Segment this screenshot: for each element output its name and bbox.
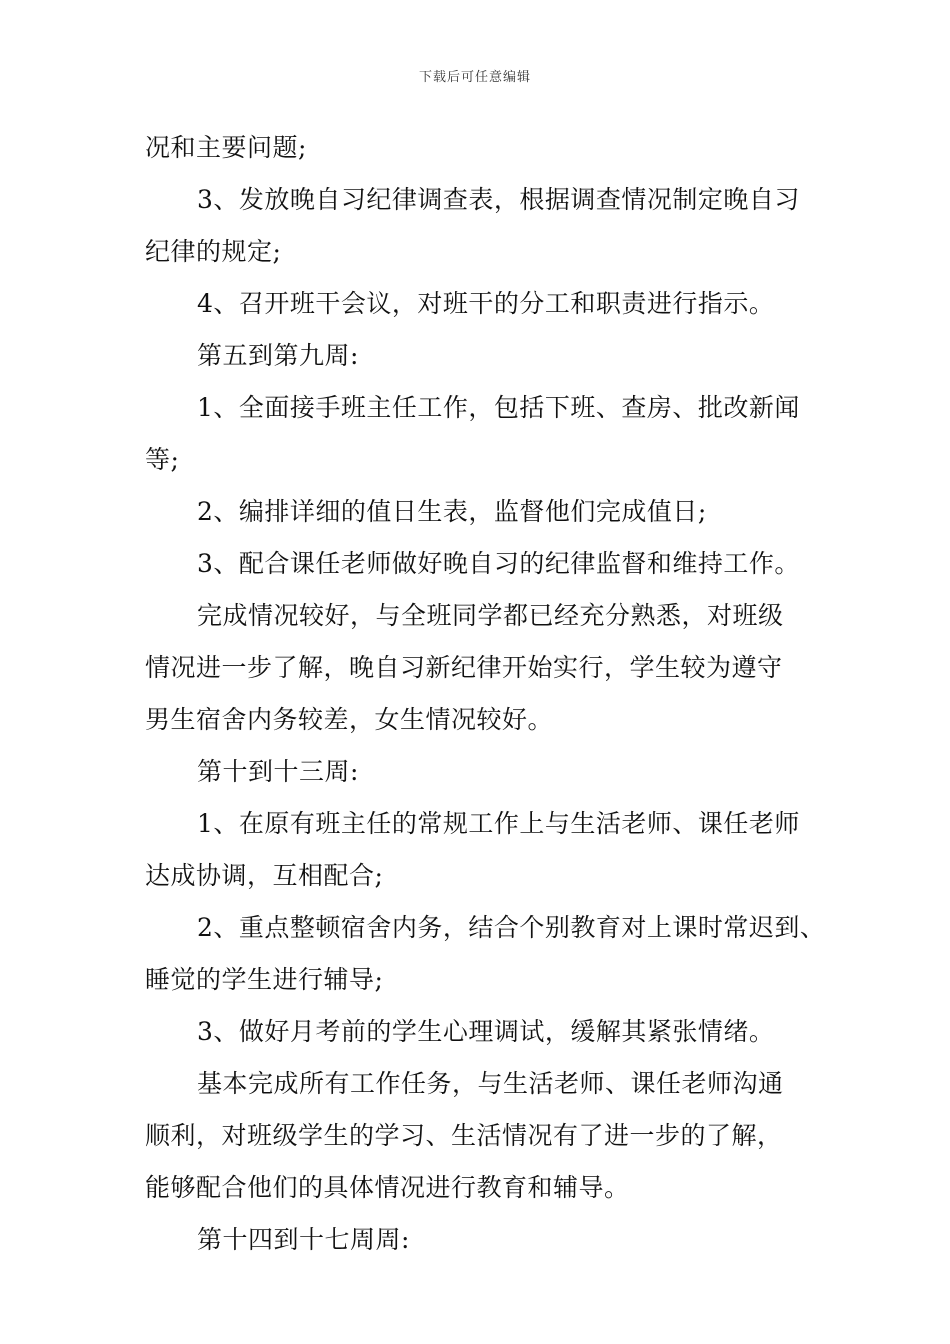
list-item: 2、重点整顿宿舍内务，结合个别教育对上课时常迟到、 [197, 913, 826, 942]
list-item: 3、配合课任老师做好晚自习的纪律监督和维持工作。 [197, 549, 800, 578]
text-line: 纪律的规定; [145, 237, 282, 266]
page-header-note: 下载后可任意编辑 [418, 70, 531, 85]
text-line: 达成协调，互相配合; [145, 861, 384, 890]
section-heading: 第十到十三周: [197, 757, 359, 786]
list-item: 1、在原有班主任的常规工作上与生活老师、课任老师 [197, 809, 800, 838]
text-line: 况和主要问题; [145, 133, 307, 162]
paragraph-line: 基本完成所有工作任务，与生活老师、课任老师沟通 [197, 1069, 784, 1098]
section-heading: 第五到第九周: [197, 341, 359, 370]
paragraph-line: 完成情况较好，与全班同学都已经充分熟悉，对班级 [197, 601, 784, 630]
paragraph-line: 能够配合他们的具体情况进行教育和辅导。 [145, 1173, 630, 1202]
list-item: 1、全面接手班主任工作，包括下班、查房、批改新闻 [197, 393, 800, 422]
text-line: 睡觉的学生进行辅导; [145, 965, 384, 994]
list-item: 4、召开班干会议，对班干的分工和职责进行指示。 [197, 289, 775, 318]
text-line: 等; [145, 445, 180, 474]
document-body [145, 128, 825, 1272]
paragraph-line: 男生宿舍内务较差，女生情况较好。 [145, 705, 554, 734]
paragraph-line: 情况进一步了解，晚自习新纪律开始实行，学生较为遵守 [145, 653, 783, 682]
section-heading: 第十四到十七周周: [197, 1225, 410, 1254]
paragraph-line: 顺利，对班级学生的学习、生活情况有了进一步的了解， [145, 1121, 783, 1150]
list-item: 2、编排详细的值日生表，监督他们完成值日; [197, 497, 707, 526]
list-item: 3、发放晚自习纪律调查表，根据调查情况制定晚自习 [197, 185, 800, 214]
list-item: 3、做好月考前的学生心理调试，缓解其紧张情绪。 [197, 1017, 775, 1046]
